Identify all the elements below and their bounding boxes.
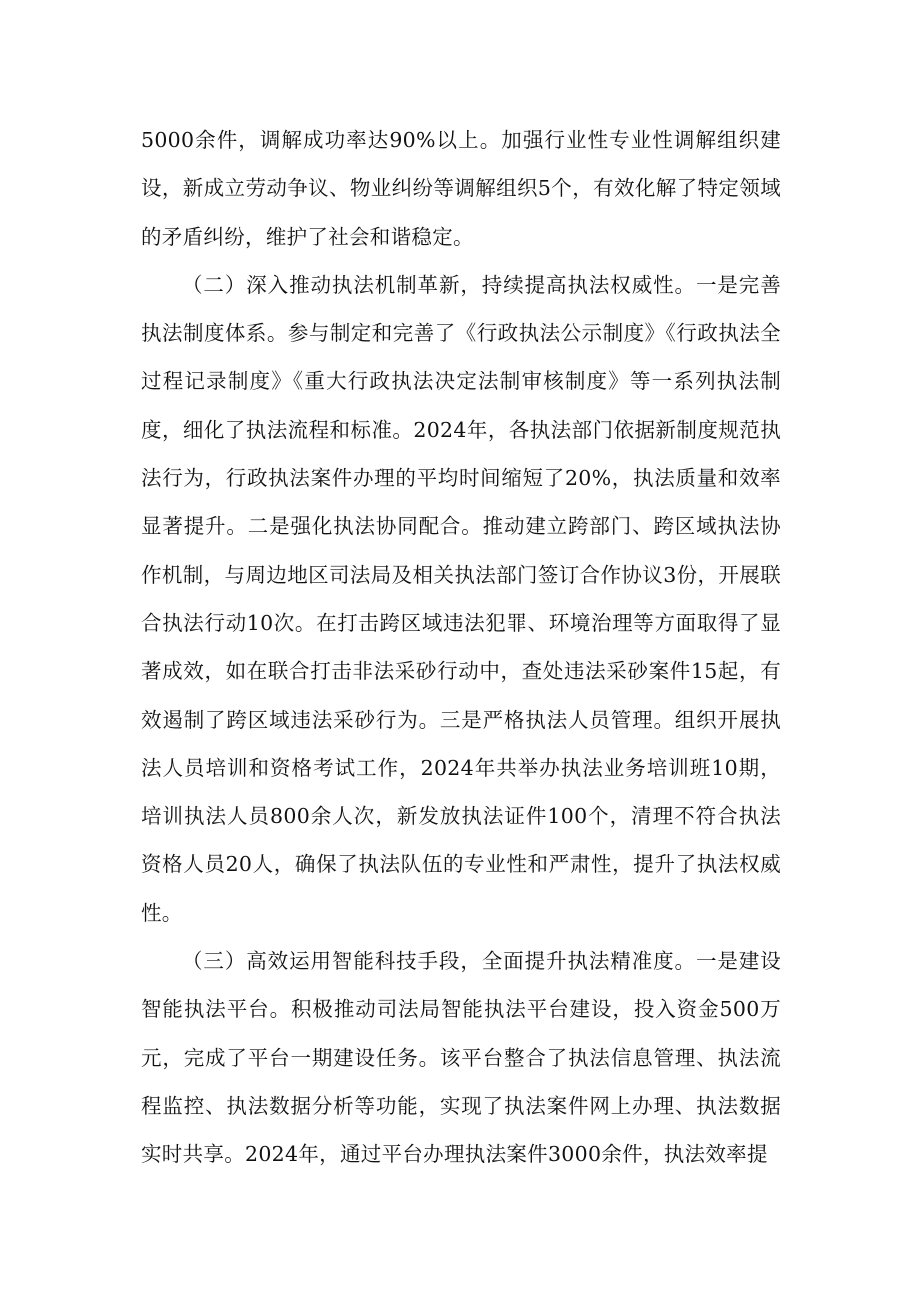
paragraph-enforcement-mechanism: （二）深入推动执法机制革新，持续提高执法权威性。一是完善执法制度体系。参与制定和完善了《行政执法公示制度》《行政执法全过程记录制度》《重大行政执法决定法制审核制度》等一系列执法制度，细化了执法流程和标准。2024年，各执法部门依据新制度规范执法行为，行政执法案件办理的平均时间缩短了20%，执法质量和效率显著提升。二是强化执法协同配合。推动建立跨部门、跨区域执法协作机制，与周边地区司法局及相关执法部门签订合作协议3份，开展联合执法行动10次。在打击跨区域违法犯罪、环境治理等方面取得了显著成效，如在联合打击非法采砂行动中，查处违法采砂案件15起，有效遏制了跨区域违法采砂行为。三是严格执法人员管理。组织开展执法人员培训和资格考试工作，2024年共举办执法业务培训班10期，培训执法人员800余人次，新发放执法证件100个，清理不符合执法资格人员20人，确保了执法队伍的专业性和严肃性，提升了执法权威性。 — [141, 272, 781, 925]
paragraph-mediation-results: 5000余件，调解成功率达90%以上。加强行业性专业性调解组织建设，新成立劳动争议、物业纠纷等调解组织5个，有效化解了特定领域的矛盾纠纷，维护了社会和谐稳定。 — [141, 128, 781, 249]
document-body — [141, 116, 781, 1179]
paragraph-smart-technology: （三）高效运用智能科技手段，全面提升执法精准度。一是建设智能执法平台。积极推动司法局智能执法平台建设，投入资金500万元，完成了平台一期建设任务。该平台整合了执法信息管理、执法流程监控、执法数据分析等功能，实现了执法案件网上办理、执法数据实时共享。2024年，通过平台办理执法案件3000余件，执法效率提 — [141, 949, 781, 1167]
